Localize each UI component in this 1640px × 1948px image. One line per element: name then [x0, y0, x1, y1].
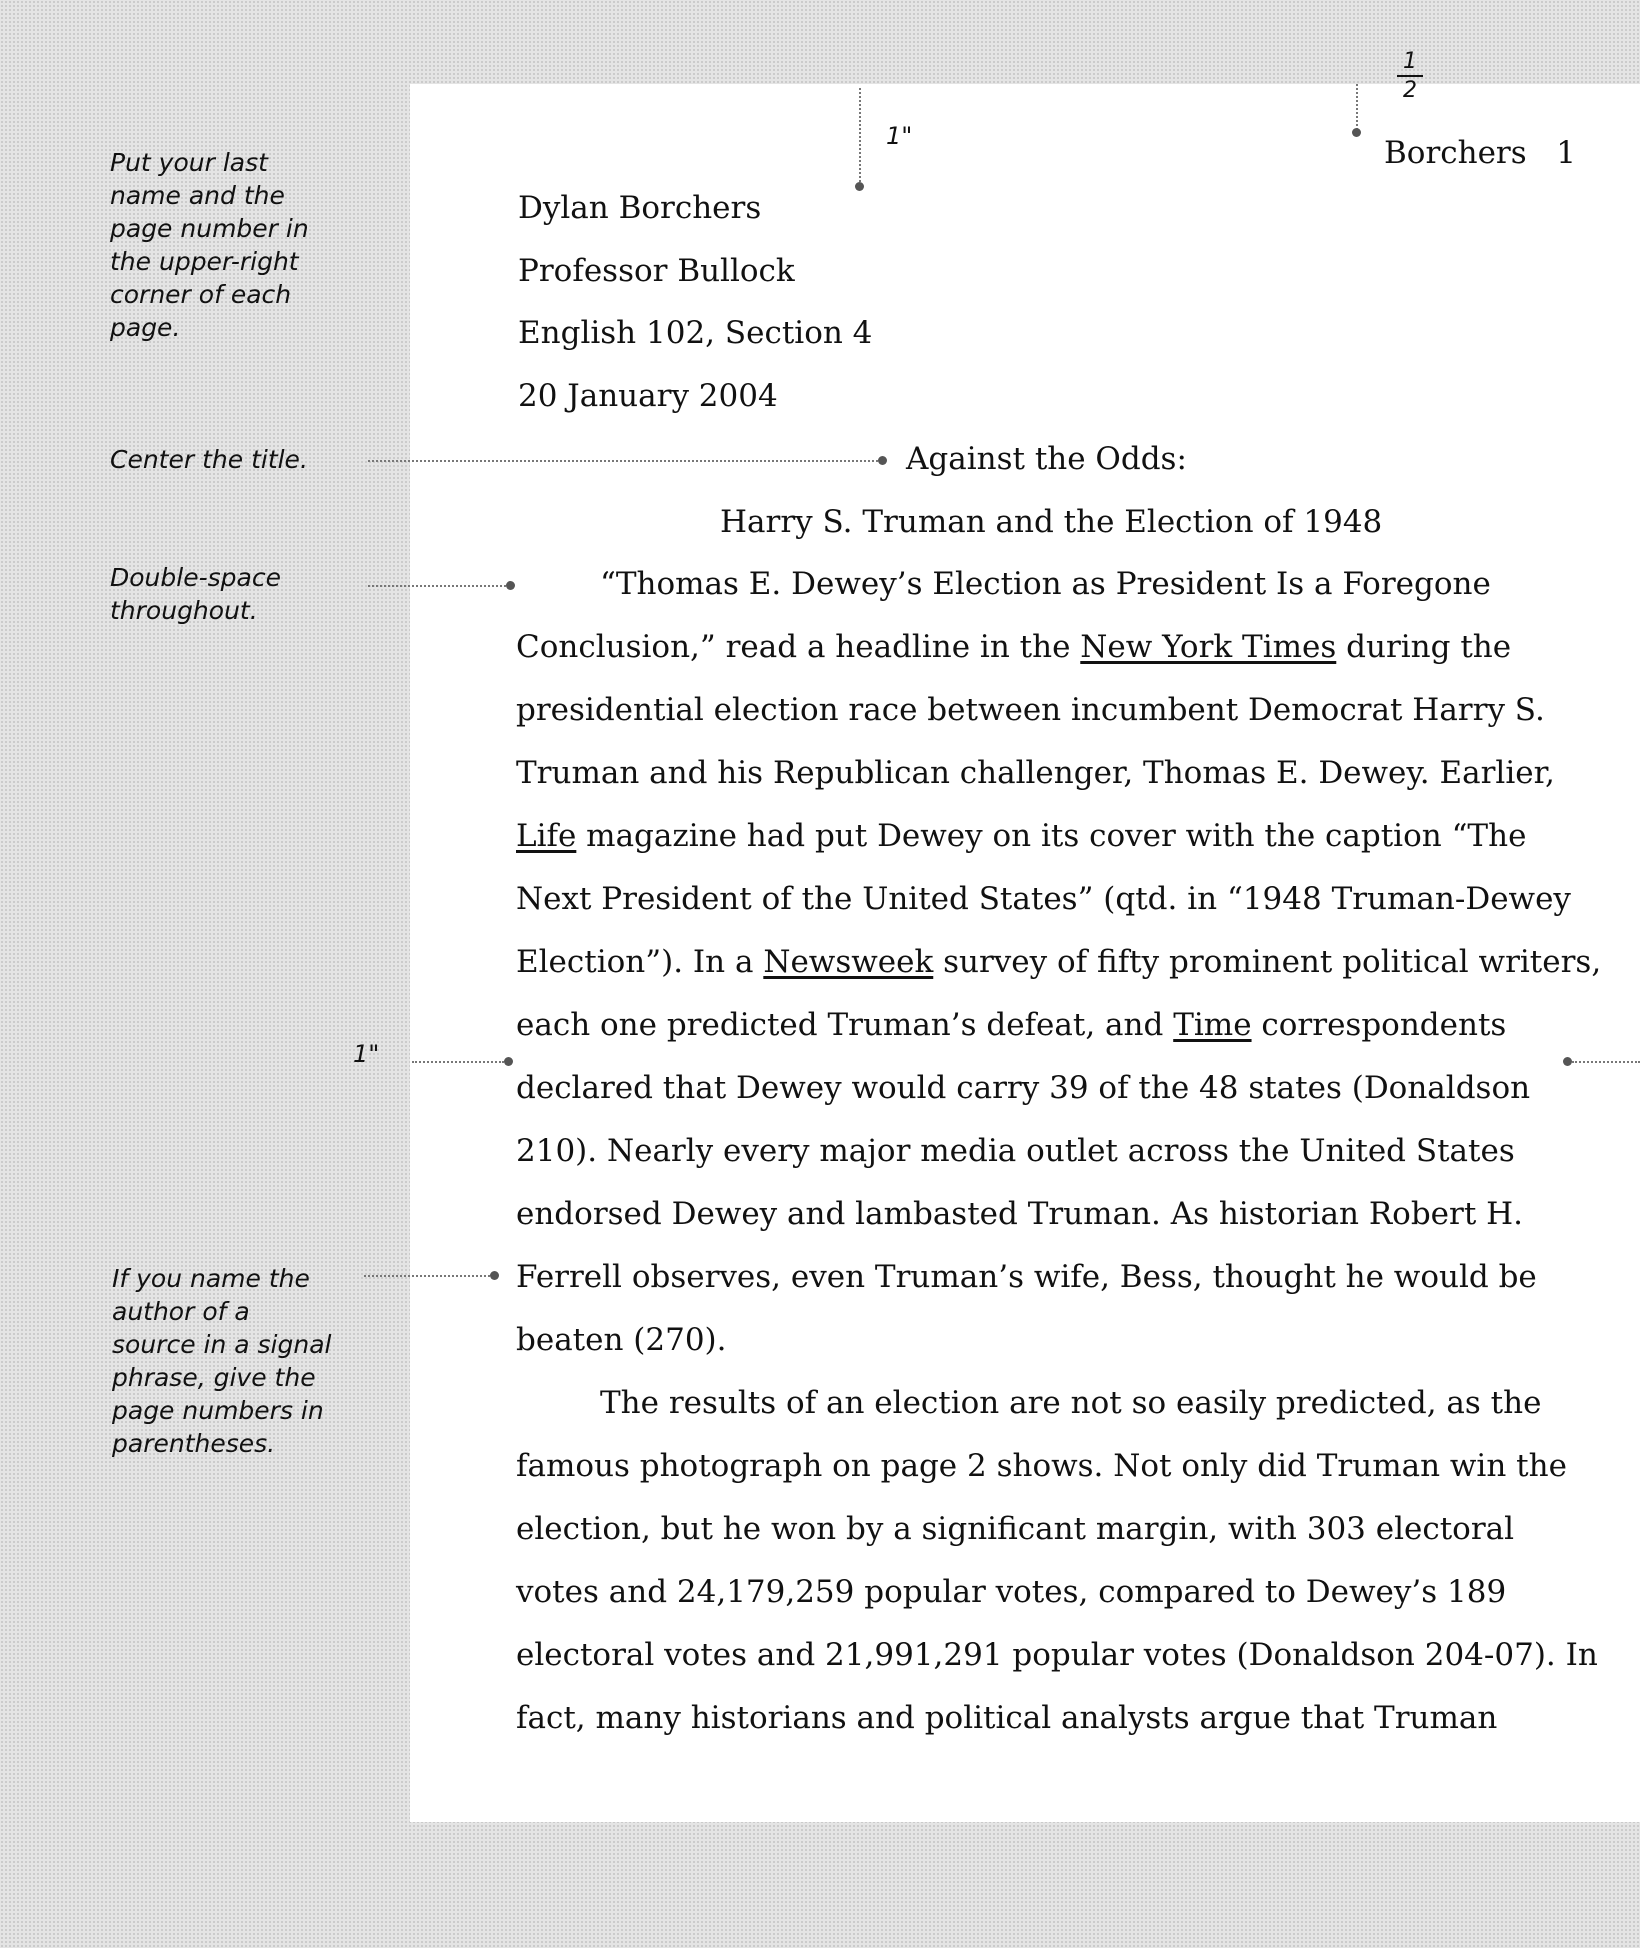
leader-header-margin [1356, 84, 1358, 130]
note-title: Center the title. [110, 445, 308, 474]
heading-course: English 102, Section 4 [518, 315, 873, 351]
paper-title-line-1: Against the Odds: [906, 441, 1187, 477]
header-margin-denominator: 2 [1403, 78, 1417, 103]
source-title-newsweek: Newsweek [763, 944, 934, 980]
leader-right-margin [1572, 1061, 1640, 1063]
body-line: endorsed Dewey and lambasted Truman. As historian Robert H. [516, 1196, 1524, 1232]
body-line: beaten (270). [516, 1322, 727, 1358]
leader-title [368, 460, 878, 462]
leader-right-margin-dot [1563, 1057, 1572, 1066]
note-citation: If you name the author of a source in a signal phrase, give the page numbers in parentheses. [112, 1264, 332, 1458]
body-line: declared that Dewey would carry 39 of the 48 states (Donaldson [516, 1070, 1531, 1106]
body-line: Ferrell observes, even Truman’s wife, Bess, thought he would be [516, 1259, 1537, 1295]
body-line: Conclusion,” read a headline in the New York Times during the [516, 629, 1512, 665]
note-header: Put your last name and the page number in the upper-right corner of each page. [110, 148, 309, 342]
body-line: Election”). In a Newsweek survey of fifty prominent political writers, [516, 944, 1602, 980]
body-line: votes and 24,179,259 popular votes, compared to Dewey’s 189 [516, 1574, 1507, 1610]
running-head: Borchers 1 [1384, 135, 1576, 171]
heading-name: Dylan Borchers [518, 190, 762, 226]
leader-citation [364, 1275, 490, 1277]
body-line: each one predicted Truman’s defeat, and Time correspondents [516, 1007, 1507, 1043]
body-line: fact, many historians and political analysts argue that Truman [516, 1700, 1498, 1736]
body-line: election, but he won by a significant margin, with 303 electoral [516, 1511, 1515, 1547]
leader-top-margin [859, 88, 861, 182]
body-line: “Thomas E. Dewey’s Election as President Is a Foregone [600, 566, 1491, 602]
note-spacing: Double-space throughout. [110, 563, 281, 625]
body-line: The results of an election are not so easily predicted, as the [600, 1385, 1542, 1421]
body-line: Truman and his Republican challenger, Thomas E. Dewey. Earlier, [516, 755, 1555, 791]
header-margin-fraction [1397, 50, 1423, 103]
header-margin-numerator: 1 [1397, 50, 1423, 77]
heading-instructor: Professor Bullock [518, 253, 795, 289]
leader-header-margin-dot [1352, 128, 1361, 137]
paper-title-line-2: Harry S. Truman and the Election of 1948 [720, 504, 1383, 540]
heading-date: 20 January 2004 [518, 378, 778, 414]
body-line: Life magazine had put Dewey on its cover with the caption “The [516, 818, 1527, 854]
leader-title-dot [878, 456, 887, 465]
leader-spacing [368, 585, 506, 587]
body-line: presidential election race between incumbent Democrat Harry S. [516, 692, 1545, 728]
leader-left-margin [412, 1061, 504, 1063]
body-line: 210). Nearly every major media outlet across the United States [516, 1133, 1515, 1169]
body-line: famous photograph on page 2 shows. Not only did Truman win the [516, 1448, 1567, 1484]
leader-left-margin-dot [504, 1057, 513, 1066]
leader-top-margin-dot [855, 182, 864, 191]
source-title-new-york-times: New York Times [1080, 629, 1337, 665]
source-title-life: Life [516, 818, 577, 854]
top-margin-label: 1" [886, 122, 913, 150]
leader-spacing-dot [506, 581, 515, 590]
side-margin-label: 1" [353, 1040, 380, 1068]
source-title-time: Time [1173, 1007, 1252, 1043]
leader-citation-dot [490, 1271, 499, 1280]
body-line: electoral votes and 21,991,291 popular votes (Donaldson 204-07). In [516, 1637, 1598, 1673]
body-line: Next President of the United States” (qtd. in “1948 Truman-Dewey [516, 881, 1571, 917]
